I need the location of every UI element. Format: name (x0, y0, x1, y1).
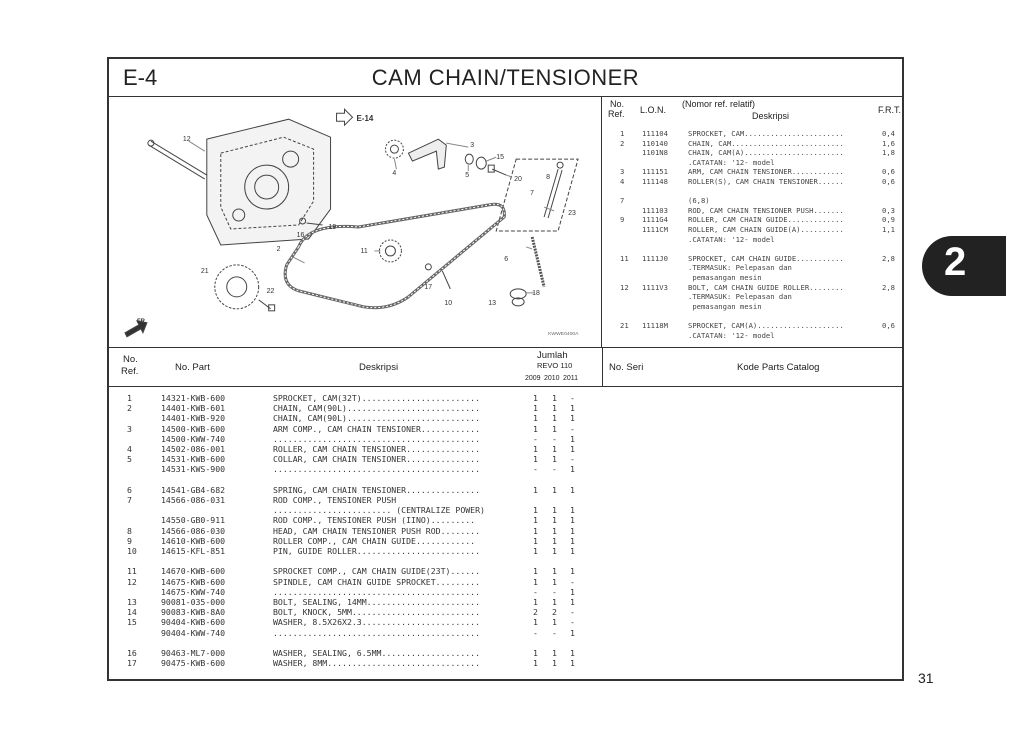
frt-lon: 110140 (642, 138, 668, 148)
svg-text:5: 5 (465, 172, 470, 180)
frt-desc: ROD, CAM CHAIN TENSIONER PUSH....... (688, 205, 844, 215)
frt-desc: pemasangan mesin (688, 301, 762, 311)
frt-header-no: No. (610, 99, 625, 109)
part-number: 14500-KWW-740 (161, 433, 226, 444)
qty-2011: 1 (570, 566, 575, 577)
qty-2010: 1 (552, 525, 557, 536)
part-ref: 9 (127, 535, 132, 546)
part-desc: .......................................... (273, 464, 481, 475)
qty-2010: 1 (552, 393, 557, 403)
svg-text:13: 13 (488, 299, 496, 307)
frt-lon: 1111G4 (642, 215, 668, 225)
part-desc: PIN, GUIDE ROLLER......................... (273, 546, 481, 556)
part-desc: .......................................... (273, 586, 481, 597)
frt-desc: ROLLER, CAM CHAIN GUIDE(A).......... (688, 225, 844, 234)
svg-text:4: 4 (392, 170, 397, 178)
header-year-1: 2009 (525, 375, 541, 382)
part-desc: WASHER, 8MM............................... (273, 658, 481, 669)
frt-ref: 3 (620, 167, 625, 177)
frt-row (602, 321, 904, 331)
frt-table (602, 97, 904, 347)
qty-2011: - (570, 607, 575, 618)
part-desc: SPROCKET COMP., CAM CHAIN GUIDE(23T)...... (273, 566, 481, 577)
qty-2009: 1 (533, 535, 538, 546)
frt-lon: 11118M (642, 321, 668, 330)
part-desc: CHAIN, CAM(90L)........................... (273, 413, 481, 424)
header-catalog: Kode Parts Catalog (737, 362, 820, 373)
frt-ref: 21 (620, 321, 629, 330)
svg-text:12: 12 (182, 136, 191, 144)
header-divider (602, 347, 603, 387)
part-desc: WASHER, SEALING, 6.5MM.................... (273, 648, 481, 658)
part-ref: 1 (127, 393, 132, 403)
frt-lon: 1111J0 (642, 253, 668, 263)
qty-2010: 1 (552, 617, 557, 628)
qty-2009: 1 (533, 393, 538, 403)
parts-row (109, 393, 902, 403)
svg-text:3: 3 (470, 142, 475, 150)
qty-2011: 1 (570, 515, 575, 526)
qty-2009: 2 (533, 607, 538, 618)
qty-2011: - (570, 454, 575, 465)
qty-2011: - (570, 423, 575, 434)
frt-lon: 1111V3 (642, 282, 668, 292)
parts-row (109, 403, 902, 413)
part-number: 90404-KWB-600 (161, 617, 226, 628)
part-number: 14401-KWB-601 (161, 403, 226, 414)
parts-row (109, 434, 902, 444)
frt-value: 0,6 (882, 321, 895, 330)
qty-2011: 1 (570, 546, 575, 556)
frt-desc: .TERMASUK: Pelepasan dan (688, 292, 792, 302)
header-serial: No. Seri (609, 362, 644, 373)
svg-text:20: 20 (514, 176, 522, 184)
qty-2011: 1 (570, 648, 575, 658)
parts-row (109, 587, 902, 597)
svg-text:10: 10 (444, 299, 453, 307)
part-number: 90463-ML7-000 (161, 648, 226, 658)
part-desc: BOLT, KNOCK, 5MM.......................... (273, 607, 481, 618)
part-ref: 3 (127, 423, 132, 434)
parts-row (109, 485, 902, 495)
direction-label: FR. (136, 318, 147, 325)
qty-2009: 1 (533, 576, 538, 587)
qty-2010: - (552, 464, 557, 475)
title-bar (109, 59, 902, 97)
frt-row (602, 158, 904, 168)
qty-2010: - (552, 433, 557, 444)
part-desc: SPINDLE, CAM CHAIN GUIDE SPROCKET......... (273, 576, 481, 587)
parts-row (109, 536, 902, 546)
frt-ref: 1 (620, 129, 625, 138)
frt-row (602, 331, 904, 341)
part-number: 90083-KWB-8A0 (161, 607, 226, 618)
svg-text:6: 6 (504, 255, 509, 263)
header-model: REVO 110 (537, 361, 573, 370)
qty-2010: 1 (552, 403, 557, 414)
qty-2010: 1 (552, 546, 557, 556)
qty-2010: 1 (552, 484, 557, 495)
header-year-3: 2011 (563, 375, 579, 382)
part-desc: ARM COMP., CAM CHAIN TENSIONER............ (273, 423, 481, 434)
part-ref: 15 (127, 617, 137, 628)
qty-2011: - (570, 617, 575, 628)
frt-row (602, 263, 904, 273)
frt-desc: pemasangan mesin (688, 273, 762, 282)
frt-value: 0,6 (882, 167, 895, 177)
parts-row (109, 515, 902, 525)
part-number: 14675-KWW-740 (161, 586, 226, 597)
frt-desc: CHAIN, CAM(A)....................... (688, 148, 844, 158)
parts-row (109, 475, 902, 485)
part-desc: SPROCKET, CAM(32T)........................ (273, 393, 481, 403)
qty-2011: 1 (570, 464, 575, 475)
part-number: 14670-KWB-600 (161, 566, 226, 577)
part-desc: HEAD, CAM CHAIN TENSIONER PUSH ROD........ (273, 525, 481, 536)
part-number: 14615-KFL-851 (161, 546, 226, 556)
header-desc: Deskripsi (359, 362, 399, 373)
section-code: E-4 (123, 65, 158, 90)
part-number: 14610-KWB-600 (161, 535, 226, 546)
part-number: 14550-GB0-911 (161, 515, 226, 526)
frt-header-lon: L.O.N. (640, 105, 667, 115)
part-desc: CHAIN, CAM(90L)........................... (273, 403, 481, 414)
svg-text:11: 11 (360, 247, 368, 255)
part-desc: ........................ (CENTRALIZE POWER) (273, 505, 485, 516)
qty-2009: - (533, 433, 538, 444)
qty-2011: 1 (570, 658, 575, 669)
frt-row (602, 283, 904, 293)
qty-2011: 1 (570, 505, 575, 516)
part-desc: .......................................... (273, 433, 481, 444)
qty-2010: 1 (552, 535, 557, 546)
part-desc: ROD COMP., TENSIONER PUSH (IINO)......... (273, 515, 476, 526)
qty-2009: 1 (533, 658, 538, 669)
part-ref: 12 (127, 576, 137, 587)
qty-2010: - (552, 586, 557, 597)
part-number: 14566-086-031 (161, 495, 226, 505)
frt-desc: SPROCKET, CAM CHAIN GUIDE........... (688, 253, 844, 263)
svg-text:15: 15 (496, 154, 504, 162)
qty-2009: 1 (533, 505, 538, 516)
qty-2009: 1 (533, 413, 538, 424)
frt-desc: .CATATAN: '12- model (688, 157, 775, 167)
frt-row (602, 148, 904, 158)
svg-text:8: 8 (546, 174, 551, 182)
parts-row (109, 413, 902, 423)
part-desc: COLLAR, CAM CHAIN TENSIONER............... (273, 454, 481, 465)
frt-lon: 1111CM (642, 225, 668, 234)
svg-text:7: 7 (530, 190, 535, 198)
qty-2011: 1 (570, 433, 575, 444)
frt-value: 0,6 (882, 177, 895, 186)
parts-row (109, 546, 902, 556)
part-number: 14502-086-001 (161, 444, 226, 454)
part-desc: ROD COMP., TENSIONER PUSH (273, 495, 397, 505)
part-ref: 4 (127, 444, 132, 454)
parts-row (109, 556, 902, 566)
frt-row (602, 235, 904, 245)
qty-2011: 1 (570, 444, 575, 454)
qty-2010: 2 (552, 607, 557, 618)
parts-row (109, 495, 902, 505)
page-title: CAM CHAIN/TENSIONER (371, 65, 640, 90)
qty-2009: 1 (533, 566, 538, 577)
catalog-frame (107, 57, 904, 681)
qty-2010: 1 (552, 658, 557, 669)
frt-ref: 9 (620, 215, 625, 225)
exploded-diagram (109, 97, 602, 347)
part-number: 90475-KWB-600 (161, 658, 226, 669)
frame-code: KWWE0400A (548, 330, 579, 337)
parts-row (109, 597, 902, 607)
qty-2011: 1 (570, 525, 575, 536)
part-number: 14401-KWB-920 (161, 413, 226, 424)
frt-row (602, 225, 904, 235)
qty-2011: 1 (570, 484, 575, 495)
part-desc: .......................................... (273, 627, 481, 638)
header-part: No. Part (175, 362, 210, 373)
qty-2009: 1 (533, 484, 538, 495)
frt-header-ref: Ref. (608, 109, 625, 119)
part-ref: 2 (127, 403, 132, 414)
frt-desc: ARM, CAM CHAIN TENSIONER............ (688, 167, 844, 177)
frt-value: 0,4 (882, 129, 895, 138)
qty-2009: 1 (533, 648, 538, 658)
parts-row (109, 648, 902, 658)
part-desc: WASHER, 8.5X26X2.3........................ (273, 617, 481, 628)
qty-2011: - (570, 576, 575, 587)
qty-2009: 1 (533, 444, 538, 454)
qty-2011: 1 (570, 535, 575, 546)
qty-2010: - (552, 627, 557, 638)
parts-table-header (109, 347, 902, 387)
qty-2010: 1 (552, 515, 557, 526)
svg-text:21: 21 (200, 267, 209, 275)
frt-row (602, 196, 904, 206)
qty-2011: 1 (570, 597, 575, 607)
frt-desc: .TERMASUK: Pelepasan dan (688, 263, 792, 273)
frt-row (602, 244, 904, 254)
frt-row (602, 177, 904, 187)
parts-row (109, 658, 902, 668)
parts-row (109, 628, 902, 638)
part-ref: 17 (127, 658, 137, 669)
part-number: 14541-GB4-682 (161, 484, 226, 495)
qty-2010: 1 (552, 566, 557, 577)
header-qty: Jumlah (537, 350, 568, 361)
frt-row (602, 273, 904, 283)
part-number: 14321-KWB-600 (161, 393, 226, 403)
qty-2009: - (533, 464, 538, 475)
header-year-2: 2010 (544, 375, 560, 382)
parts-row (109, 638, 902, 648)
frt-lon: 111104 (642, 129, 668, 138)
parts-row (109, 577, 902, 587)
frt-row (602, 167, 904, 177)
frt-value: 0,3 (882, 205, 895, 215)
frt-row (602, 139, 904, 149)
qty-2010: 1 (552, 413, 557, 424)
part-number: 14675-KWB-600 (161, 576, 226, 587)
frt-header-frt: F.R.T. (878, 105, 902, 115)
frt-desc: SPROCKET, CAM(A).................... (688, 321, 844, 330)
svg-text:19: 19 (328, 223, 337, 231)
frt-desc: ROLLER, CAM CHAIN GUIDE............. (688, 215, 844, 225)
qty-2009: 1 (533, 546, 538, 556)
part-ref: 16 (127, 648, 137, 658)
frt-lon: 111151 (642, 167, 668, 177)
qty-2009: 1 (533, 515, 538, 526)
qty-2009: 1 (533, 423, 538, 434)
part-number: 14531-KWS-900 (161, 464, 226, 475)
frt-row (602, 206, 904, 216)
qty-2009: 1 (533, 617, 538, 628)
frt-header-desc: Deskripsi (752, 111, 790, 121)
part-desc: SPRING, CAM CHAIN TENSIONER............... (273, 484, 481, 495)
parts-row (109, 607, 902, 617)
qty-2011: 1 (570, 586, 575, 597)
qty-2009: - (533, 586, 538, 597)
qty-2010: 1 (552, 444, 557, 454)
frt-row (602, 215, 904, 225)
part-ref: 7 (127, 495, 132, 505)
frt-value: 1,1 (882, 225, 895, 234)
frt-row (602, 302, 904, 312)
part-number: 90404-KWW-740 (161, 627, 226, 638)
frt-lon: 111103 (642, 205, 668, 215)
chapter-number: 2 (944, 240, 967, 284)
frt-value: 0,9 (882, 215, 895, 225)
frt-desc: BOLT, CAM CHAIN GUIDE ROLLER........ (688, 282, 844, 292)
part-number: 90081-035-000 (161, 597, 226, 607)
frt-value: 2,8 (882, 282, 895, 292)
frt-row (602, 129, 904, 139)
part-desc: BOLT, SEALING, 14MM....................... (273, 597, 481, 607)
parts-row (109, 444, 902, 454)
frt-desc: CHAIN, CAM.......................... (688, 138, 844, 148)
parts-row (109, 464, 902, 474)
parts-row (109, 454, 902, 464)
svg-text:23: 23 (568, 210, 576, 218)
part-ref: 8 (127, 525, 132, 536)
part-number: 14500-KWB-600 (161, 423, 226, 434)
frt-value: 1,6 (882, 138, 895, 148)
frt-row (602, 311, 904, 321)
frt-desc: .CATATAN: '12- model (688, 234, 775, 244)
header-no: No. (123, 354, 138, 365)
part-ref: 13 (127, 597, 137, 607)
frt-lon: 111148 (642, 177, 668, 186)
ref-label-e14: E-14 (356, 114, 374, 124)
parts-row (109, 566, 902, 576)
parts-row (109, 424, 902, 434)
part-desc: ROLLER COMP., CAM CHAIN GUIDE............ (273, 535, 476, 546)
part-ref: 10 (127, 546, 137, 556)
frt-desc: (6,8) (688, 196, 710, 206)
part-number: 14566-086-030 (161, 525, 226, 536)
part-ref: 5 (127, 454, 132, 465)
qty-2010: 1 (552, 597, 557, 607)
svg-text:22: 22 (266, 287, 275, 295)
frt-value: 2,8 (882, 253, 895, 263)
frt-desc: .CATATAN: '12- model (688, 330, 775, 340)
frt-ref: 4 (620, 177, 625, 186)
frt-ref: 7 (620, 196, 625, 206)
qty-2011: 1 (570, 627, 575, 638)
qty-2010: 1 (552, 454, 557, 465)
qty-2010: 1 (552, 505, 557, 516)
diagram-svg (109, 97, 601, 347)
part-ref: 14 (127, 607, 137, 618)
frt-row (602, 187, 904, 197)
qty-2010: 1 (552, 423, 557, 434)
qty-2009: 1 (533, 597, 538, 607)
parts-row (109, 505, 902, 515)
svg-text:2: 2 (276, 245, 281, 253)
qty-2011: 1 (570, 413, 575, 424)
part-number: 14531-KWB-600 (161, 454, 226, 465)
part-desc: ROLLER, CAM CHAIN TENSIONER............... (273, 444, 481, 454)
frt-row (602, 254, 904, 264)
qty-2010: 1 (552, 576, 557, 587)
frt-header-desc-top: (Nomor ref. relatif) (682, 99, 756, 109)
qty-2009: - (533, 627, 538, 638)
page-number: 31 (918, 670, 934, 686)
frt-lon: 1101N8 (642, 148, 668, 158)
qty-2009: 1 (533, 525, 538, 536)
frt-ref: 11 (620, 253, 629, 263)
frt-row (602, 292, 904, 302)
svg-text:18: 18 (532, 289, 540, 297)
svg-text:16: 16 (296, 231, 305, 239)
qty-2011: 1 (570, 403, 575, 414)
part-ref: 6 (127, 484, 132, 495)
qty-2009: 1 (533, 403, 538, 414)
chapter-tab (922, 236, 1006, 296)
frt-desc: ROLLER(S), CAM CHAIN TENSIONER...... (688, 177, 844, 186)
qty-2011: - (570, 393, 575, 403)
header-ref: Ref. (121, 366, 139, 377)
qty-2010: 1 (552, 648, 557, 658)
frt-desc: SPROCKET, CAM....................... (688, 129, 844, 138)
parts-row (109, 617, 902, 627)
frt-value: 1,8 (882, 148, 895, 158)
qty-2009: 1 (533, 454, 538, 465)
frt-ref: 12 (620, 282, 629, 292)
frt-ref: 2 (620, 138, 625, 148)
svg-text:17: 17 (424, 283, 433, 291)
parts-list (109, 387, 902, 681)
parts-row (109, 526, 902, 536)
part-ref: 11 (127, 566, 137, 577)
